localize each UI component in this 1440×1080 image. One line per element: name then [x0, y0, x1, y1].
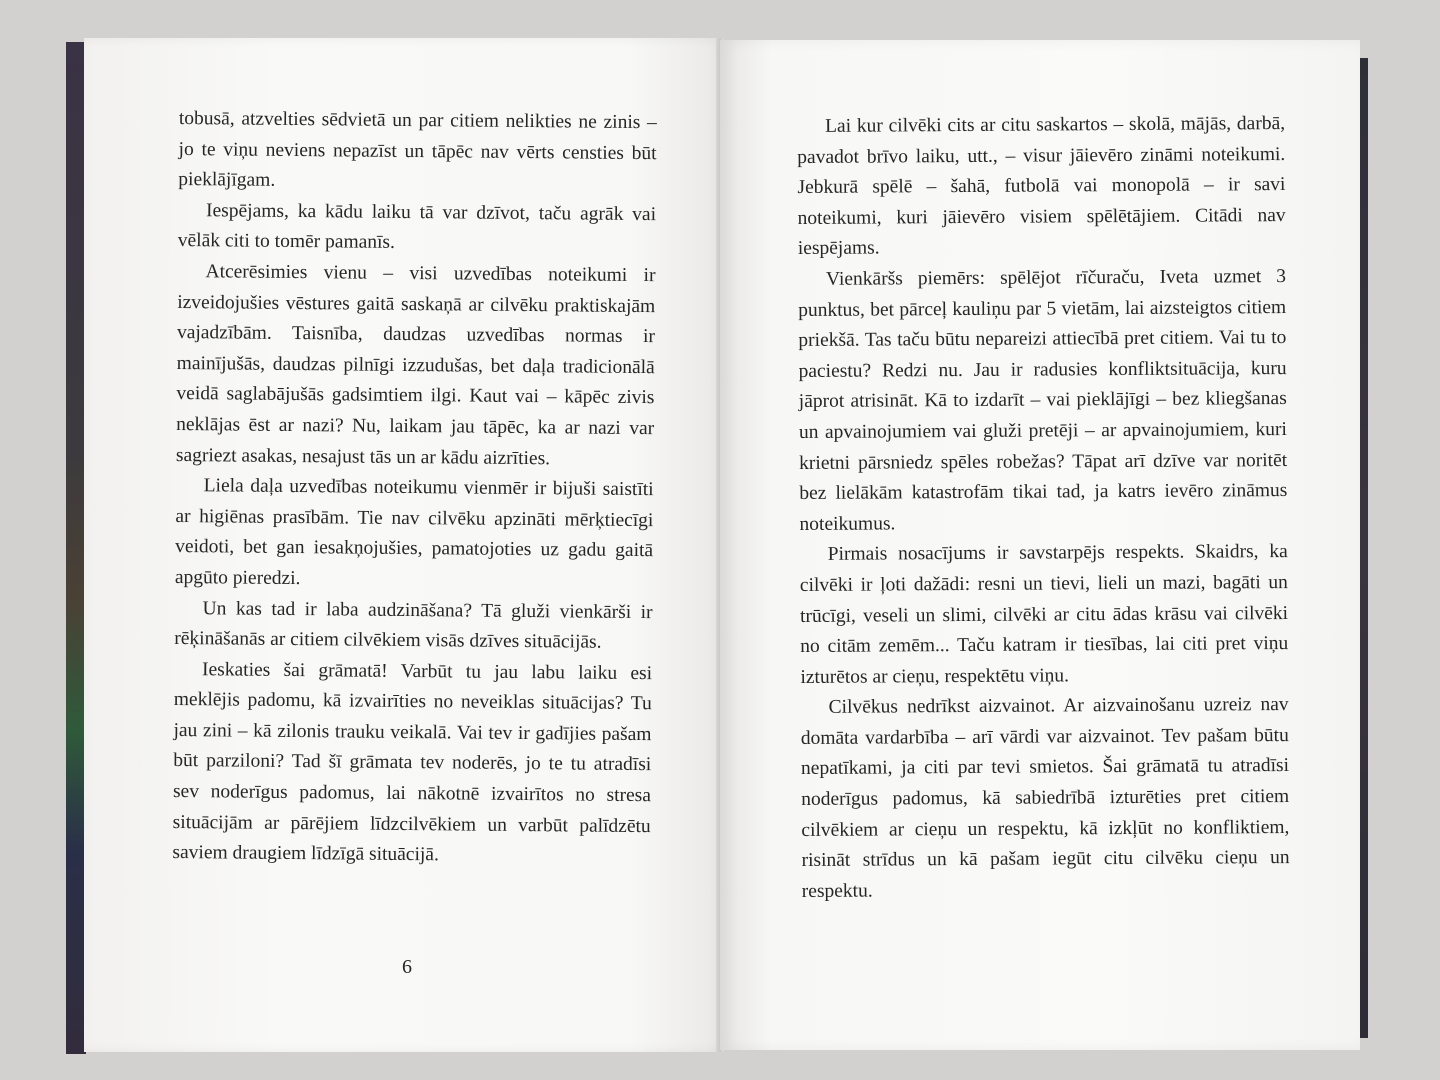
left-paragraph: Atcerēsimies vienu – visi uzvedības noteikumi ir izveidojušies vēstures gaitā saskaņā ar cilvēku praktiskajām vajadzībām. Taisnība, daudzas uzvedības normas ir mainījušās, daudzas pilnīgi izzudušas, bet daļa tradicionālā veidā saglabājušās gadsimtiem ilgi. Kaut vai – kāpēc zivis neklājas ēst ar nazi? Nu, laikam jau tāpēc, ka ar nazi var sagriezt asakas, nesajust tās un ar kādu aizrīties.: [175, 261, 656, 469]
left-page-text: [172, 104, 657, 873]
left-page: [84, 38, 724, 1052]
left-paragraph: Ieskaties šai grāmatā! Varbūt tu jau labu laiku esi meklējis padomu, kā izvairīties no neveiklas situācijas? Tu jau zini – kā zilonis trauku veikalā. Vai tev ir gadījies pašam būt parziloni? Tad šī grāmata tev noderēs, jo te tu atradīsi sev noderīgus padomus, lai nākotnē izvairītos no stresa situācijām ar pārējiem līdzcilvēkiem un varbūt palīdzētu saviem draugiem līdzīgā situācijā.: [172, 658, 653, 866]
book-cover-edge-left: [66, 42, 86, 1054]
left-paragraph: Liela daļa uzvedības noteikumu vienmēr ir bijuši saistīti ar higiēnas prasībām. Tie nav cilvēku apzināti mērķtiecīgi veidoti, bet gan iesakņojušies, pamatojoties uz gadu gaitā apgūto pieredzi.: [174, 475, 654, 589]
right-paragraph: Pirmais nosacījums ir savstarpējs respekts. Skaidrs, ka cilvēki ir ļoti dažādi: resni un tievi, lieli un mazi, bagāti un trūcīgi, veseli un slimi, cilvēki ar citu ādas krāsu vai cilvēki no citām zemēm... Taču katram ir tiesības, lai citi pret viņu izturētos ar cieņu, respektētu viņu.: [799, 541, 1289, 688]
right-page-text: [797, 109, 1290, 907]
left-paragraph: Un kas tad ir laba audzināšana? Tā gluži vienkārši ir rēķināšanās ar citiem cilvēkiem visās dzīves situācijās.: [174, 597, 653, 653]
left-paragraph: Iespējams, ka kādu laiku tā var dzīvot, taču agrāk vai vēlāk citi to tomēr pamanīs.: [177, 200, 657, 254]
right-paragraph: Lai kur cilvēki cits ar citu saskartos – skolā, mājās, darbā, pavadot brīvo laiku, utt., – visur jāievēro zināmi noteikumi. Jebkurā spēlē – šahā, futbolā vai monopolā – ir savi noteikumi, kuri jāievēro visiem spēlētājiem. Citādi nav iespējams.: [797, 113, 1286, 260]
right-page: [720, 40, 1360, 1050]
left-paragraph: tobusā, atzvelties sēdvietā un par citiem nelikties ne zinis – jo te viņu neviens nepazīst un tāpēc nav vērts censties būt pieklājīgam.: [178, 107, 657, 192]
page-number: 6: [402, 956, 412, 978]
right-paragraph: Cilvēkus nedrīkst aizvainot. Ar aizvainošanu uzreiz nav domāta vardarbība – arī vārdi var aizvainot. Tev pašam būtu nepatīkami, ja citi par tevi smietos. Šai grāmatā tu atradīsi noderīgus padomus, kā sabiedrībā izturēties pret citiem cilvēkiem ar cieņu un respektu, kā izkļūt no konfliktiem, risināt strīdus un kā pašam iegūt citu cilvēku cieņu un respektu.: [800, 694, 1290, 902]
right-paragraph: Vienkāršs piemērs: spēlējot rīčuraču, Iveta uzmet 3 punktus, bet pārceļ kauliņu par 5 vietām, lai aizsteigtos citiem priekšā. Tas taču būtu nepareizi attiecībā pret citiem. Vai tu to paciestu? Redzi nu. Jau ir radusies konfliktsituācija, kuru jāprot atrisināt. Kā to izdarīt – vai pieklājīgi – bez kliegšanas un apvainojumiem vai gluži pretēji – ar apvainojumiem, kuri krietni pārsniedz spēles robežas? Tāpat arī dzīve var noritēt bez lielākām katastrofām tikai tad, ja katrs ievēro zināmus noteikumus.: [798, 265, 1288, 535]
